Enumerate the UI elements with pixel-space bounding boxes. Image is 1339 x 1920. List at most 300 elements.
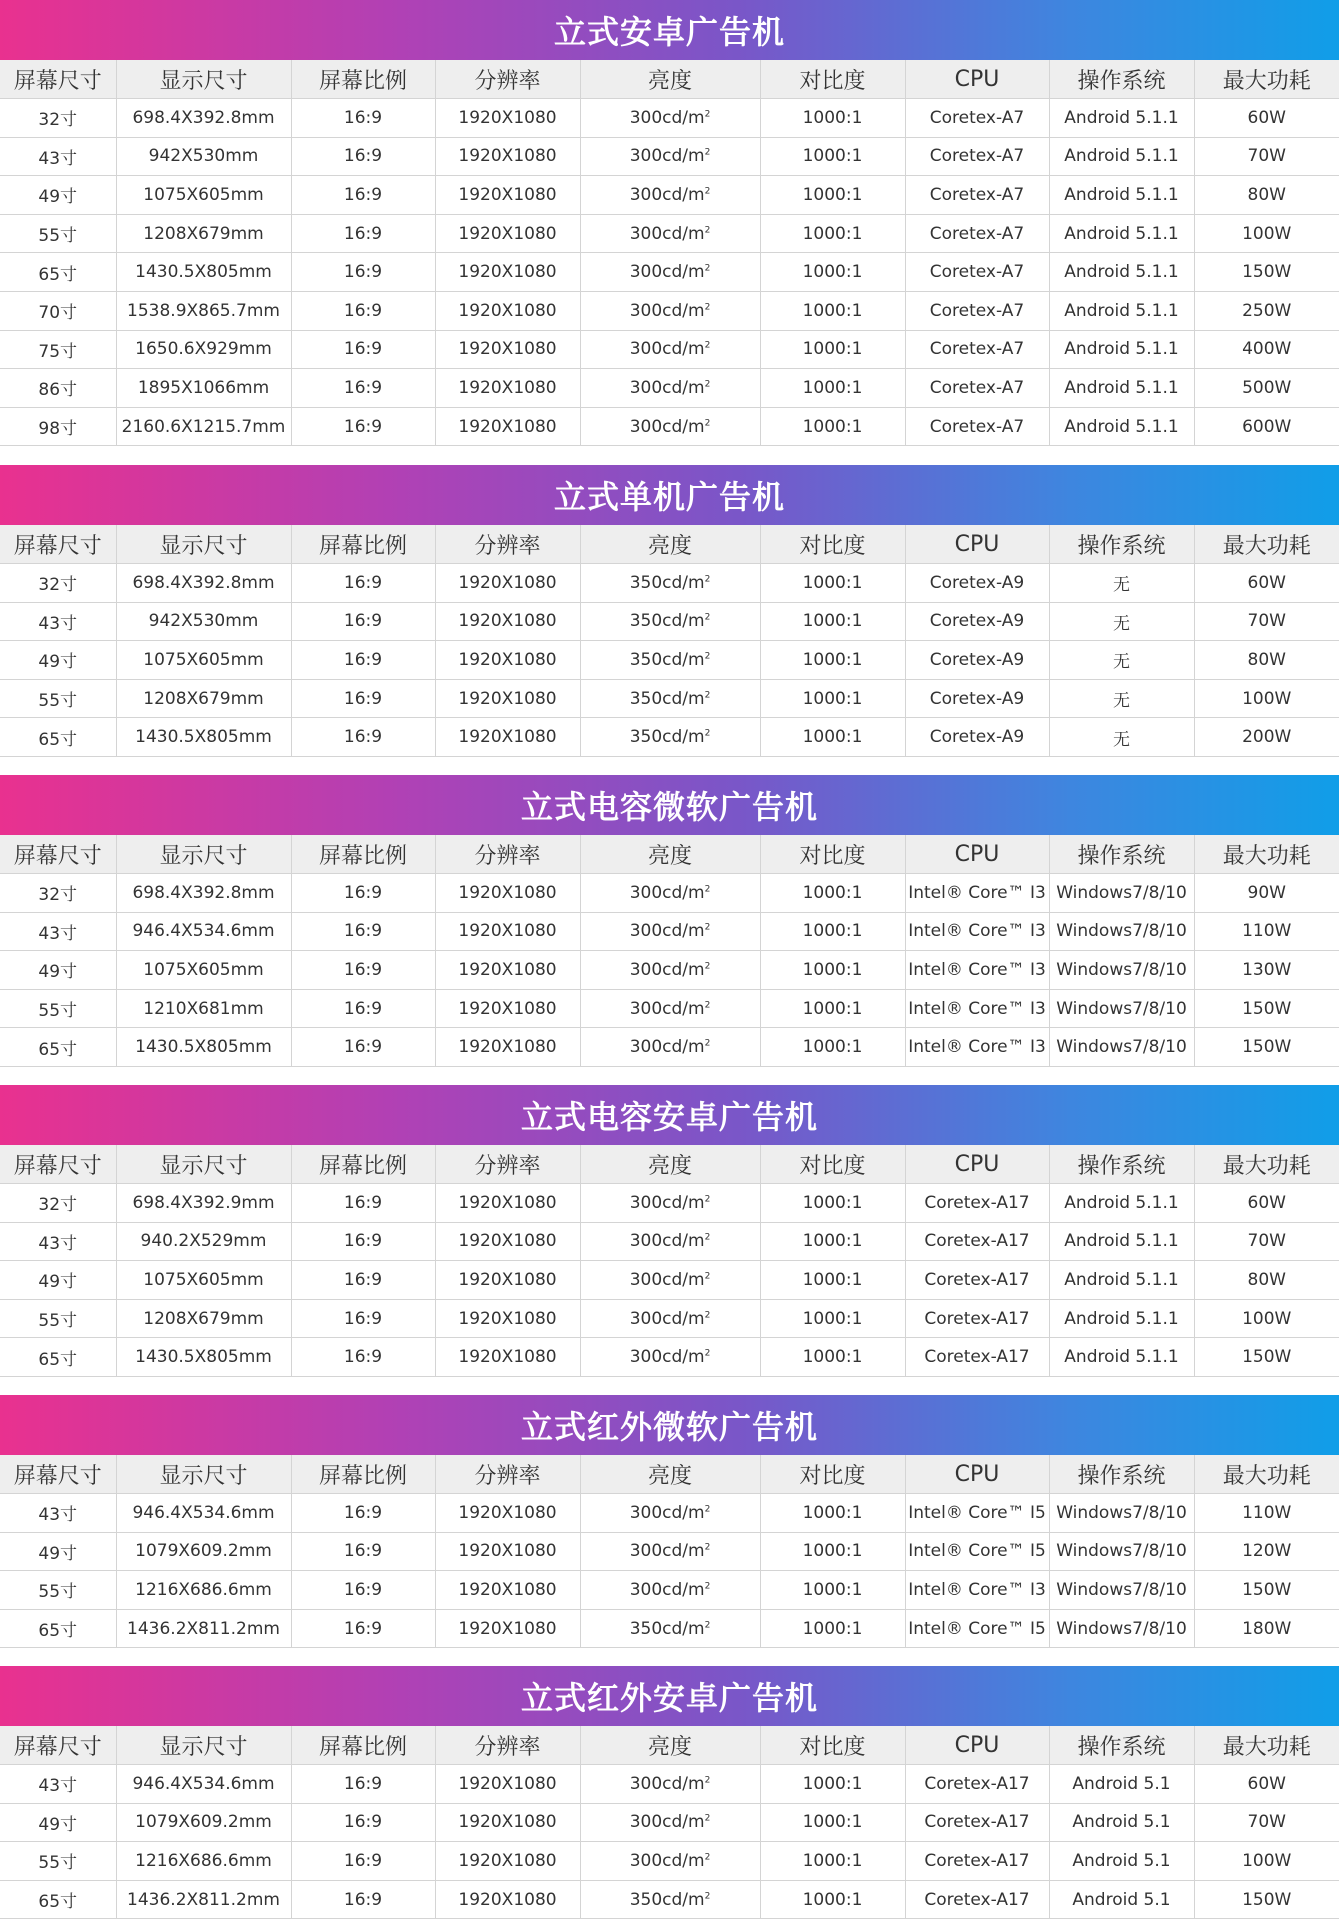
table-cell: Android 5.1.1 [1049, 253, 1194, 292]
table-row [0, 1803, 1339, 1842]
table-cell: 100W [1194, 679, 1339, 718]
header-row [0, 1726, 1339, 1765]
brightness-unit: cd/m [662, 377, 705, 398]
brightness-unit-exponent: 2 [704, 1504, 711, 1515]
brightness-unit: cd/m [662, 107, 705, 128]
table-cell: Coretex-A17 [905, 1184, 1049, 1223]
brightness-value: 300 [629, 1347, 663, 1368]
brightness-unit: cd/m [662, 882, 705, 903]
brightness-unit: cd/m [662, 1618, 705, 1639]
column-header: 屏幕比例 [291, 835, 435, 874]
table-cell: 1920X1080 [435, 1765, 580, 1804]
brightness-unit: cd/m [662, 1773, 705, 1794]
table-cell: 80W [1194, 176, 1339, 215]
brightness-value: 350 [629, 727, 663, 748]
brightness-unit-exponent: 2 [704, 417, 711, 428]
table-cell [580, 718, 760, 757]
table-cell: 1920X1080 [435, 1842, 580, 1881]
column-header: 屏幕比例 [291, 525, 435, 564]
table-cell: 1920X1080 [435, 912, 580, 951]
table-cell [580, 679, 760, 718]
table-cell: 400W [1194, 330, 1339, 369]
table-cell: 1000:1 [760, 1609, 905, 1648]
table-cell: 49寸 [0, 1532, 116, 1571]
spec-table [0, 1455, 1339, 1648]
table-cell: Android 5.1.1 [1049, 176, 1194, 215]
table-cell: 1000:1 [760, 291, 905, 330]
brightness-unit-exponent: 2 [704, 1348, 711, 1359]
table-cell: 16:9 [291, 369, 435, 408]
table-cell: 1920X1080 [435, 602, 580, 641]
brightness-value: 300 [629, 1502, 663, 1523]
column-header: 对比度 [760, 1145, 905, 1184]
spec-section-4 [0, 1395, 1339, 1648]
table-cell: 1920X1080 [435, 989, 580, 1028]
table-cell: 43寸 [0, 602, 116, 641]
brightness-value: 300 [629, 377, 663, 398]
table-cell: Intel® Core™ I5 [905, 1609, 1049, 1648]
brightness-unit: cd/m [662, 1269, 705, 1290]
table-cell [580, 989, 760, 1028]
table-cell: 1000:1 [760, 874, 905, 913]
table-cell: 43寸 [0, 912, 116, 951]
table-cell: 16:9 [291, 1609, 435, 1648]
column-header: 最大功耗 [1194, 1145, 1339, 1184]
table-cell [580, 1571, 760, 1610]
brightness-unit: cd/m [662, 146, 705, 167]
table-cell: Coretex-A7 [905, 291, 1049, 330]
column-header: CPU [905, 835, 1049, 874]
brightness-unit: cd/m [662, 572, 705, 593]
brightness-unit-exponent: 2 [704, 1890, 711, 1901]
table-cell: 1436.2X811.2mm [116, 1880, 291, 1919]
column-header: 分辨率 [435, 1726, 580, 1765]
table-cell: 1000:1 [760, 214, 905, 253]
table-cell: 43寸 [0, 1765, 116, 1804]
table-cell: 1000:1 [760, 679, 905, 718]
header-row [0, 1145, 1339, 1184]
column-header: 亮度 [580, 60, 760, 99]
table-cell: 1920X1080 [435, 330, 580, 369]
table-cell: 1000:1 [760, 912, 905, 951]
table-cell: Coretex-A7 [905, 253, 1049, 292]
spec-section-3 [0, 1085, 1339, 1377]
column-header: 屏幕比例 [291, 60, 435, 99]
table-cell: 16:9 [291, 1338, 435, 1377]
table-row [0, 989, 1339, 1028]
table-cell: 698.4X392.8mm [116, 564, 291, 603]
column-header: 操作系统 [1049, 60, 1194, 99]
table-cell: 1075X605mm [116, 176, 291, 215]
table-cell: 1920X1080 [435, 1609, 580, 1648]
column-header: 对比度 [760, 835, 905, 874]
table-cell: Android 5.1.1 [1049, 291, 1194, 330]
table-cell: Intel® Core™ I3 [905, 951, 1049, 990]
table-cell: 1920X1080 [435, 1261, 580, 1300]
table-cell: 1430.5X805mm [116, 1338, 291, 1377]
table-cell [580, 1609, 760, 1648]
table-cell: 500W [1194, 369, 1339, 408]
brightness-unit: cd/m [662, 1502, 705, 1523]
column-header: 屏幕比例 [291, 1455, 435, 1494]
table-cell: Coretex-A7 [905, 407, 1049, 446]
table-cell [580, 1842, 760, 1881]
table-cell: 1920X1080 [435, 1494, 580, 1533]
table-cell: Android 5.1 [1049, 1765, 1194, 1804]
table-cell: 1920X1080 [435, 1338, 580, 1377]
brightness-value: 300 [629, 223, 663, 244]
brightness-unit: cd/m [662, 184, 705, 205]
column-header: CPU [905, 1145, 1049, 1184]
table-cell: Coretex-A7 [905, 99, 1049, 138]
brightness-value: 300 [629, 1269, 663, 1290]
section-title: 立式电容安卓广告机 [0, 1085, 1339, 1145]
table-cell: 698.4X392.8mm [116, 99, 291, 138]
table-cell: 946.4X534.6mm [116, 1494, 291, 1533]
brightness-unit: cd/m [662, 688, 705, 709]
table-cell: 1920X1080 [435, 291, 580, 330]
spec-section-0 [0, 0, 1339, 446]
table-cell: 无 [1049, 602, 1194, 641]
table-cell: Coretex-A17 [905, 1222, 1049, 1261]
table-cell: 100W [1194, 1299, 1339, 1338]
table-cell: 16:9 [291, 641, 435, 680]
spec-section-2 [0, 775, 1339, 1067]
brightness-value: 300 [629, 1812, 663, 1833]
table-cell: 1000:1 [760, 951, 905, 990]
table-cell: 1210X681mm [116, 989, 291, 1028]
column-header: 对比度 [760, 525, 905, 564]
table-row [0, 1494, 1339, 1533]
section-title: 立式电容微软广告机 [0, 775, 1339, 835]
brightness-unit-exponent: 2 [704, 147, 711, 158]
table-cell: Android 5.1.1 [1049, 1222, 1194, 1261]
table-cell [580, 99, 760, 138]
table-cell: 16:9 [291, 330, 435, 369]
table-cell: 16:9 [291, 1222, 435, 1261]
table-row [0, 1880, 1339, 1919]
table-cell: 1000:1 [760, 330, 905, 369]
table-row [0, 1261, 1339, 1300]
table-cell: Android 5.1 [1049, 1803, 1194, 1842]
column-header: 操作系统 [1049, 1455, 1194, 1494]
table-cell: Windows7/8/10 [1049, 989, 1194, 1028]
brightness-unit-exponent: 2 [704, 1775, 711, 1786]
spec-table [0, 1145, 1339, 1377]
header-row [0, 835, 1339, 874]
table-cell: 1000:1 [760, 253, 905, 292]
table-cell: 1000:1 [760, 1261, 905, 1300]
table-cell: 1000:1 [760, 989, 905, 1028]
table-cell: 无 [1049, 718, 1194, 757]
table-row [0, 1028, 1339, 1067]
column-header: 显示尺寸 [116, 60, 291, 99]
brightness-value: 300 [629, 1192, 663, 1213]
table-cell: Coretex-A9 [905, 718, 1049, 757]
brightness-unit-exponent: 2 [704, 1232, 711, 1243]
brightness-unit-exponent: 2 [704, 651, 711, 662]
table-cell: 200W [1194, 718, 1339, 757]
table-cell: 16:9 [291, 564, 435, 603]
column-header: 屏幕尺寸 [0, 1455, 116, 1494]
column-header: 屏幕尺寸 [0, 60, 116, 99]
table-cell: 1000:1 [760, 369, 905, 408]
table-cell: 16:9 [291, 291, 435, 330]
table-cell: 55寸 [0, 1571, 116, 1610]
table-cell: 1920X1080 [435, 1880, 580, 1919]
table-cell: 16:9 [291, 1494, 435, 1533]
section-title: 立式红外微软广告机 [0, 1395, 1339, 1455]
table-cell: Coretex-A9 [905, 641, 1049, 680]
table-cell: Intel® Core™ I3 [905, 989, 1049, 1028]
table-cell: 16:9 [291, 718, 435, 757]
table-cell: Coretex-A17 [905, 1261, 1049, 1300]
table-cell [580, 137, 760, 176]
column-header: 屏幕尺寸 [0, 835, 116, 874]
table-cell: 60W [1194, 99, 1339, 138]
spec-table [0, 60, 1339, 446]
brightness-unit: cd/m [662, 921, 705, 942]
table-cell: Coretex-A9 [905, 602, 1049, 641]
brightness-unit-exponent: 2 [704, 961, 711, 972]
table-cell: 1075X605mm [116, 1261, 291, 1300]
table-row [0, 679, 1339, 718]
column-header: 分辨率 [435, 60, 580, 99]
table-cell: 43寸 [0, 1494, 116, 1533]
column-header: 亮度 [580, 525, 760, 564]
column-header: 屏幕尺寸 [0, 1726, 116, 1765]
brightness-unit-exponent: 2 [704, 1813, 711, 1824]
table-cell: 150W [1194, 989, 1339, 1028]
table-cell: 1216X686.6mm [116, 1571, 291, 1610]
table-cell: Windows7/8/10 [1049, 1028, 1194, 1067]
column-header: 亮度 [580, 1145, 760, 1184]
brightness-unit: cd/m [662, 262, 705, 283]
table-cell: Android 5.1.1 [1049, 1261, 1194, 1300]
brightness-value: 300 [629, 1850, 663, 1871]
table-cell: 942X530mm [116, 137, 291, 176]
brightness-value: 300 [629, 882, 663, 903]
spec-table [0, 835, 1339, 1067]
table-cell: 1436.2X811.2mm [116, 1609, 291, 1648]
brightness-unit: cd/m [662, 1850, 705, 1871]
table-cell [580, 253, 760, 292]
table-cell: 946.4X534.6mm [116, 1765, 291, 1804]
column-header: CPU [905, 525, 1049, 564]
table-cell: Intel® Core™ I5 [905, 1532, 1049, 1571]
column-header: 屏幕比例 [291, 1145, 435, 1184]
table-row [0, 291, 1339, 330]
table-cell [580, 1028, 760, 1067]
table-cell: Coretex-A7 [905, 369, 1049, 408]
column-header: 操作系统 [1049, 835, 1194, 874]
table-row [0, 718, 1339, 757]
brightness-value: 300 [629, 416, 663, 437]
table-cell: 16:9 [291, 989, 435, 1028]
brightness-unit: cd/m [662, 1347, 705, 1368]
table-cell: 150W [1194, 253, 1339, 292]
table-cell: 1079X609.2mm [116, 1532, 291, 1571]
table-cell: 43寸 [0, 1222, 116, 1261]
table-cell [580, 564, 760, 603]
brightness-value: 300 [629, 146, 663, 167]
table-cell: Windows7/8/10 [1049, 1532, 1194, 1571]
table-cell: Coretex-A7 [905, 137, 1049, 176]
table-cell [580, 602, 760, 641]
brightness-value: 350 [629, 572, 663, 593]
table-row [0, 407, 1339, 446]
table-cell: 75寸 [0, 330, 116, 369]
table-cell: Android 5.1.1 [1049, 1299, 1194, 1338]
table-cell: 1538.9X865.7mm [116, 291, 291, 330]
table-cell: 1430.5X805mm [116, 1028, 291, 1067]
table-cell: 65寸 [0, 1338, 116, 1377]
table-cell: 60W [1194, 564, 1339, 603]
table-cell: Android 5.1.1 [1049, 407, 1194, 446]
table-cell [580, 330, 760, 369]
table-cell: Android 5.1 [1049, 1880, 1194, 1919]
brightness-value: 300 [629, 1231, 663, 1252]
table-cell: 1430.5X805mm [116, 718, 291, 757]
column-header: 最大功耗 [1194, 525, 1339, 564]
table-cell [580, 214, 760, 253]
table-cell: 16:9 [291, 253, 435, 292]
table-cell: 43寸 [0, 137, 116, 176]
table-cell: 70W [1194, 1222, 1339, 1261]
brightness-value: 300 [629, 107, 663, 128]
table-row [0, 99, 1339, 138]
table-cell: 942X530mm [116, 602, 291, 641]
table-cell: Coretex-A7 [905, 214, 1049, 253]
table-cell: 16:9 [291, 1184, 435, 1223]
table-cell: 698.4X392.8mm [116, 874, 291, 913]
table-cell: Intel® Core™ I3 [905, 1571, 1049, 1610]
table-cell: Coretex-A7 [905, 330, 1049, 369]
table-cell: 1000:1 [760, 1184, 905, 1223]
brightness-unit-exponent: 2 [704, 922, 711, 933]
table-cell: 65寸 [0, 253, 116, 292]
table-cell: 70W [1194, 602, 1339, 641]
table-cell: Coretex-A17 [905, 1880, 1049, 1919]
table-cell: 无 [1049, 641, 1194, 680]
brightness-unit: cd/m [662, 1541, 705, 1562]
brightness-unit: cd/m [662, 1579, 705, 1600]
table-cell [580, 176, 760, 215]
table-cell: 120W [1194, 1532, 1339, 1571]
brightness-unit: cd/m [662, 611, 705, 632]
table-cell: 698.4X392.9mm [116, 1184, 291, 1223]
brightness-unit-exponent: 2 [704, 1619, 711, 1630]
table-row [0, 214, 1339, 253]
table-cell: 无 [1049, 564, 1194, 603]
brightness-value: 300 [629, 1773, 663, 1794]
table-cell: 150W [1194, 1571, 1339, 1610]
table-row [0, 564, 1339, 603]
table-cell: Windows7/8/10 [1049, 874, 1194, 913]
table-cell: Windows7/8/10 [1049, 912, 1194, 951]
table-cell: 16:9 [291, 176, 435, 215]
table-cell: 100W [1194, 214, 1339, 253]
table-cell: 16:9 [291, 1299, 435, 1338]
table-cell: 98寸 [0, 407, 116, 446]
column-header: 最大功耗 [1194, 1455, 1339, 1494]
table-cell: Android 5.1.1 [1049, 214, 1194, 253]
table-cell: Coretex-A17 [905, 1299, 1049, 1338]
table-cell [580, 874, 760, 913]
table-cell: 70寸 [0, 291, 116, 330]
table-cell: 1920X1080 [435, 176, 580, 215]
brightness-unit: cd/m [662, 1192, 705, 1213]
table-cell: 1000:1 [760, 1765, 905, 1804]
table-cell: 32寸 [0, 564, 116, 603]
table-cell: 60W [1194, 1184, 1339, 1223]
brightness-value: 300 [629, 921, 663, 942]
table-cell: 65寸 [0, 1880, 116, 1919]
table-cell: 16:9 [291, 1880, 435, 1919]
table-cell: 2160.6X1215.7mm [116, 407, 291, 446]
table-cell: 1000:1 [760, 1532, 905, 1571]
table-row [0, 912, 1339, 951]
table-cell: 110W [1194, 912, 1339, 951]
table-cell: Coretex-A9 [905, 679, 1049, 718]
table-cell: 32寸 [0, 1184, 116, 1223]
table-cell: Android 5.1.1 [1049, 369, 1194, 408]
table-cell [580, 1532, 760, 1571]
brightness-unit-exponent: 2 [704, 1309, 711, 1320]
table-cell: 1920X1080 [435, 137, 580, 176]
column-header: 最大功耗 [1194, 1726, 1339, 1765]
column-header: CPU [905, 1455, 1049, 1494]
table-cell: 16:9 [291, 1765, 435, 1804]
section-title: 立式红外安卓广告机 [0, 1666, 1339, 1726]
section-title: 立式安卓广告机 [0, 0, 1339, 60]
table-cell: 1000:1 [760, 1028, 905, 1067]
brightness-unit: cd/m [662, 649, 705, 670]
brightness-unit-exponent: 2 [704, 1038, 711, 1049]
brightness-unit-exponent: 2 [704, 263, 711, 274]
table-row [0, 874, 1339, 913]
spec-section-5 [0, 1666, 1339, 1919]
column-header: CPU [905, 1726, 1049, 1765]
table-cell: 1920X1080 [435, 1532, 580, 1571]
table-cell: 100W [1194, 1842, 1339, 1881]
brightness-unit: cd/m [662, 223, 705, 244]
table-cell: 946.4X534.6mm [116, 912, 291, 951]
table-cell: 80W [1194, 641, 1339, 680]
table-cell: 49寸 [0, 1261, 116, 1300]
table-cell: Android 5.1.1 [1049, 1338, 1194, 1377]
table-row [0, 1184, 1339, 1223]
table-cell: 86寸 [0, 369, 116, 408]
table-cell: 16:9 [291, 1842, 435, 1881]
table-cell [580, 641, 760, 680]
table-cell: 150W [1194, 1338, 1339, 1377]
table-row [0, 1299, 1339, 1338]
brightness-unit: cd/m [662, 998, 705, 1019]
spec-table [0, 525, 1339, 757]
column-header: 对比度 [760, 60, 905, 99]
column-header: 分辨率 [435, 525, 580, 564]
table-cell: 1920X1080 [435, 951, 580, 990]
table-cell: 150W [1194, 1880, 1339, 1919]
column-header: 操作系统 [1049, 525, 1194, 564]
brightness-unit-exponent: 2 [704, 1581, 711, 1592]
column-header: 对比度 [760, 1726, 905, 1765]
table-cell: 1920X1080 [435, 718, 580, 757]
table-cell: 49寸 [0, 641, 116, 680]
column-header: 分辨率 [435, 1145, 580, 1184]
table-cell: 1920X1080 [435, 641, 580, 680]
